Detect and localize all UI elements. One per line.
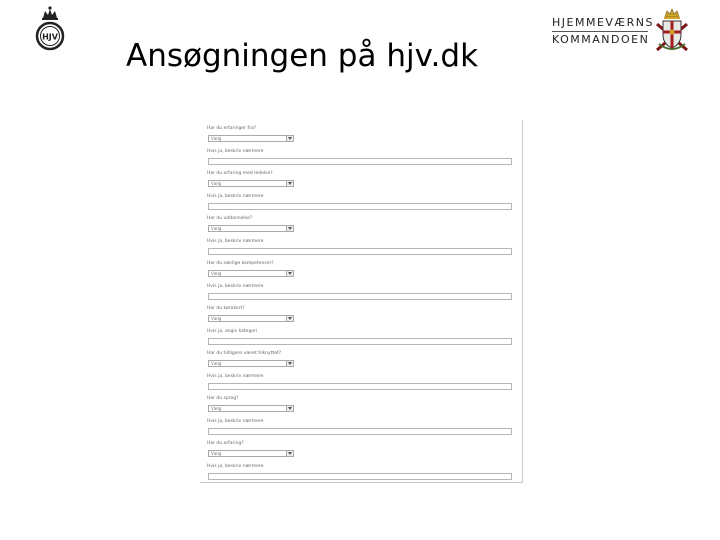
text-input[interactable] — [208, 203, 512, 210]
select-dropdown[interactable] — [208, 135, 294, 142]
text-input[interactable] — [208, 338, 512, 345]
application-form-screenshot — [200, 120, 523, 483]
field-label: Har du sprog? — [207, 396, 239, 401]
select-value: Vælg — [211, 406, 222, 411]
form-field-text — [207, 239, 515, 245]
select-value: Vælg — [211, 271, 222, 276]
select-value: Vælg — [211, 136, 222, 141]
field-label: Hvis ja, beskriv nærmere — [207, 239, 264, 244]
chevron-down-icon[interactable] — [286, 136, 293, 141]
wordmark-line1: HJEMMEVÆRNS — [552, 16, 654, 29]
field-label: Hvis ja, beskriv nærmere — [207, 374, 264, 379]
field-label: Hvis ja, beskriv nærmere — [207, 464, 264, 469]
chevron-down-icon[interactable] — [286, 451, 293, 456]
select-value: Vælg — [211, 181, 222, 186]
select-dropdown[interactable] — [208, 315, 294, 322]
form-field-text — [207, 284, 515, 290]
page-title: Ansøgningen på hjv.dk — [126, 38, 479, 74]
form-field-select — [207, 441, 515, 456]
field-label: Har du særlige kompetencer? — [207, 261, 274, 266]
hjemmevaernskommandoen-crest-icon — [652, 6, 692, 54]
text-input[interactable] — [208, 473, 512, 480]
hjv-logo-text: HJV — [42, 32, 58, 42]
select-value: Vælg — [211, 361, 222, 366]
field-label: Har du erfaringer fra? — [207, 126, 256, 131]
form-field-select — [207, 396, 515, 411]
form-field-select — [207, 126, 515, 141]
text-input[interactable] — [208, 428, 512, 435]
crown-hjv-emblem-icon — [30, 5, 70, 53]
text-input[interactable] — [208, 383, 512, 390]
chevron-down-icon[interactable] — [286, 271, 293, 276]
field-label: Har du uddannelse? — [207, 216, 253, 221]
text-input[interactable] — [208, 293, 512, 300]
select-dropdown[interactable] — [208, 405, 294, 412]
select-dropdown[interactable] — [208, 270, 294, 277]
form-field-text — [207, 464, 515, 470]
field-label: Hvis ja, beskriv nærmere — [207, 194, 264, 199]
chevron-down-icon[interactable] — [286, 316, 293, 321]
field-label: Har du erfaring? — [207, 441, 244, 446]
chevron-down-icon[interactable] — [286, 406, 293, 411]
field-label: Hvis ja, beskriv nærmere — [207, 284, 264, 289]
form-field-select — [207, 171, 515, 186]
form-field-select — [207, 351, 515, 366]
form-field-select — [207, 306, 515, 321]
select-dropdown[interactable] — [208, 450, 294, 457]
crest-logo — [652, 6, 692, 54]
form-field-text — [207, 194, 515, 200]
select-dropdown[interactable] — [208, 180, 294, 187]
chevron-down-icon[interactable] — [286, 361, 293, 366]
select-value: Vælg — [211, 451, 222, 456]
wordmark-line2: KOMMANDOEN — [552, 33, 650, 46]
select-dropdown[interactable] — [208, 225, 294, 232]
select-value: Vælg — [211, 226, 222, 231]
text-input[interactable] — [208, 248, 512, 255]
wordmark-divider — [552, 31, 648, 32]
form-field-select — [207, 261, 515, 276]
text-input[interactable] — [208, 158, 512, 165]
field-label: Hvis ja, beskriv nærmere — [207, 149, 264, 154]
field-label: Hvis ja, beskriv nærmere — [207, 419, 264, 424]
hjv-crown-logo — [30, 5, 70, 53]
form-field-text — [207, 374, 515, 380]
field-label: Har du tidligere været tilknyttet? — [207, 351, 282, 356]
field-label: Har du erfaring med ledelse? — [207, 171, 273, 176]
chevron-down-icon[interactable] — [286, 181, 293, 186]
form-field-text — [207, 329, 515, 335]
form-field-text — [207, 149, 515, 155]
select-dropdown[interactable] — [208, 360, 294, 367]
chevron-down-icon[interactable] — [286, 226, 293, 231]
field-label: Har du kørekort? — [207, 306, 245, 311]
select-value: Vælg — [211, 316, 222, 321]
hjemmevaernskommandoen-wordmark — [552, 16, 654, 47]
form-field-select — [207, 216, 515, 231]
field-label: Hvis ja, angiv kategori — [207, 329, 258, 334]
form-field-text — [207, 419, 515, 425]
